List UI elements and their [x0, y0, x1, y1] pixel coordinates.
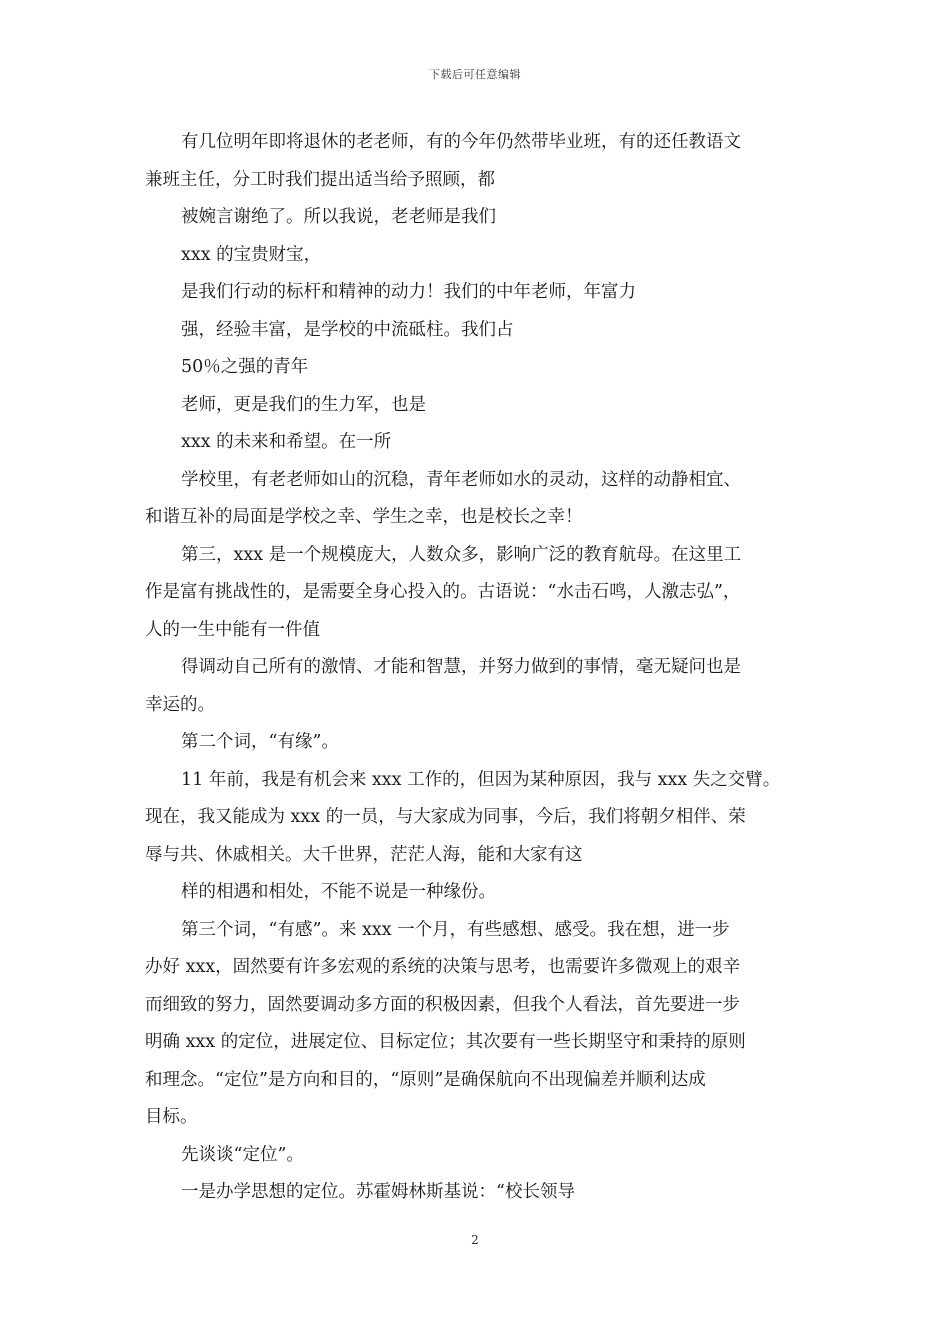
text-line: 被婉言谢绝了。所以我说，老老师是我们 — [181, 207, 496, 227]
text-line: 样的相遇和相处，不能不说是一种缘份。 — [181, 882, 496, 902]
text-line: 而细致的努力，固然要调动多方面的积极因素，但我个人看法，首先要进一步 — [145, 994, 740, 1015]
text-line: 一是办学思想的定位。苏霍姆林斯基说：“校长领导 — [181, 1182, 575, 1202]
document-body — [145, 124, 815, 1212]
text-line: 50％之强的青年 — [181, 357, 309, 377]
text-line: 得调动自己所有的激情、才能和智慧，并努力做到的事情，毫无疑问也是 — [181, 657, 741, 677]
text-line: 兼班主任，分工时我们提出适当给予照顾，都 — [145, 169, 495, 190]
text-line: xxx 的未来和希望。在一所 — [181, 432, 392, 452]
text-line: 人的一生中能有一件值 — [145, 619, 320, 640]
text-line: 有几位明年即将退休的老老师，有的今年仍然带毕业班，有的还任教语文 — [181, 132, 741, 152]
text-line: 办好 xxx，固然要有许多宏观的系统的决策与思考，也需要许多微观上的艰辛 — [145, 957, 741, 977]
text-line: 是我们行动的标杆和精神的动力！我们的中年老师，年富力 — [181, 282, 636, 302]
page-number: 2 — [471, 1233, 479, 1247]
page-header: 下载后可任意编辑 — [429, 68, 521, 81]
text-line: 和理念。“定位”是方向和目的，“原则”是确保航向不出现偏差并顺利达成 — [145, 1069, 706, 1090]
text-line: 学校里，有老老师如山的沉稳，青年老师如水的灵动，这样的动静相宜、 — [181, 469, 741, 490]
text-line: xxx 的宝贵财宝， — [181, 244, 322, 265]
text-line: 辱与共、休戚相关。大千世界，茫茫人海，能和大家有这 — [145, 844, 583, 865]
text-line: 目标。 — [145, 1107, 198, 1127]
text-line: 现在，我又能成为 xxx 的一员，与大家成为同事，今后，我们将朝夕相伴、荣 — [145, 807, 746, 827]
text-line: 第三个词，“有感”。来 xxx 一个月，有些感想、感受。我在想，进一步 — [181, 919, 730, 940]
text-line: 第三，xxx 是一个规模庞大，人数众多，影响广泛的教育航母。在这里工 — [181, 544, 742, 565]
text-line: 11 年前，我是有机会来 xxx 工作的，但因为某种原因，我与 xxx 失之交臂。 — [181, 769, 781, 790]
text-line: 老师，更是我们的生力军，也是 — [181, 394, 426, 415]
text-line: 和谐互补的局面是学校之幸、学生之幸，也是校长之幸！ — [145, 507, 583, 527]
text-line: 幸运的。 — [145, 694, 215, 715]
text-line: 明确 xxx 的定位，进展定位、目标定位；其次要有一些长期坚守和秉持的原则 — [145, 1032, 746, 1052]
text-line: 强，经验丰富，是学校的中流砥柱。我们占 — [181, 319, 514, 340]
text-line: 第二个词，“有缘”。 — [181, 732, 339, 752]
text-line: 先谈谈“定位”。 — [181, 1144, 304, 1165]
text-line: 作是富有挑战性的，是需要全身心投入的。古语说：“水击石鸣，人激志弘”， — [145, 582, 741, 602]
